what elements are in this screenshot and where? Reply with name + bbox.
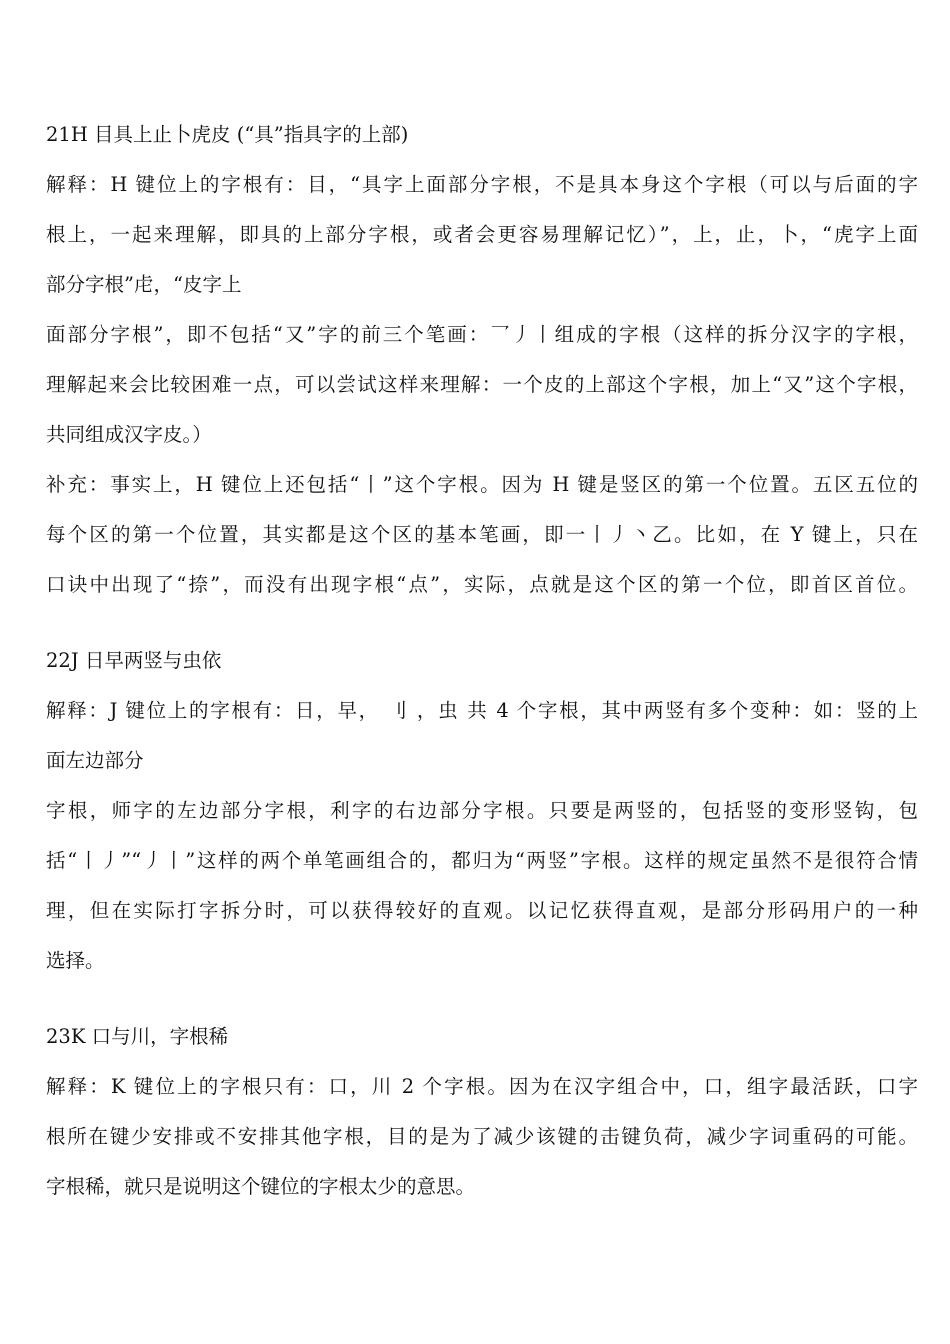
paragraph-line: 面左边部分 xyxy=(46,749,144,772)
paragraph-line: 部分字根”虍，“皮字上 xyxy=(46,273,242,296)
document-page xyxy=(46,117,918,1219)
paragraph-line: 选择。 xyxy=(46,949,105,972)
section-23k xyxy=(46,1019,918,1219)
section-heading: 23K 口与川，字根稀 xyxy=(46,1025,229,1048)
paragraph-line: 补充：事实上，H 键位上还包括“丨”这个字根。因为 H 键是竖区的第一个位置。五区五位的 xyxy=(46,473,918,496)
paragraph-line: 根所在键少安排或不安排其他字根，目的是为了减少该键的击键负荷，减少字词重码的可能。 xyxy=(46,1125,918,1148)
paragraph-line: 根上，一起来理解，即具的上部分字根，或者会更容易理解记忆）”，上，止，卜，“虎字上面 xyxy=(46,223,918,246)
section-divider xyxy=(46,993,918,1019)
paragraph-line: 字根，师字的左边部分字根，利字的右边部分字根。只要是两竖的，包括竖的变形竖钩，包 xyxy=(46,799,918,822)
section-heading: 21H 目具上止卜虎皮 (“具”指具字的上部) xyxy=(46,123,409,146)
paragraph-line: 共同组成汉字皮。） xyxy=(46,423,212,446)
paragraph-line: 解释：J 键位上的字根有：日，早， 刂 ，虫 共 4 个字根，其中两竖有多个变种：如：竖的上 xyxy=(46,699,918,722)
paragraph-line: 理解起来会比较困难一点，可以尝试这样来理解：一个皮的上部这个字根，加上“又”这个字根， xyxy=(46,373,918,396)
section-21h xyxy=(46,117,918,617)
paragraph-line: 每个区的第一个位置，其实都是这个区的基本笔画，即一丨丿丶乙。比如，在 Y 键上，只在 xyxy=(46,523,918,546)
paragraph-line: 解释：H 键位上的字根有：目，“具字上面部分字根，不是具本身这个字根（可以与后面的字 xyxy=(46,173,918,196)
section-divider xyxy=(46,617,918,643)
paragraph-line: 字根稀，就只是说明这个键位的字根太少的意思。 xyxy=(46,1175,476,1198)
paragraph-line: 括“丨丿”“丿丨”这样的两个单笔画组合的，都归为“两竖”字根。这样的规定虽然不是很符合情 xyxy=(46,849,918,872)
section-heading: 22J 日早两竖与虫依 xyxy=(46,649,222,672)
paragraph-line: 理，但在实际打字拆分时，可以获得较好的直观。以记忆获得直观，是部分形码用户的一种 xyxy=(46,899,918,922)
section-22j xyxy=(46,643,918,993)
paragraph-line: 面部分字根”，即不包括“又”字的前三个笔画：乛丿丨组成的字根（这样的拆分汉字的字根， xyxy=(46,323,918,346)
paragraph-line: 口诀中出现了“捺”，而没有出现字根“点”，实际，点就是这个区的第一个位，即首区首位。 xyxy=(46,573,918,596)
paragraph-line: 解释：K 键位上的字根只有：口，川 2 个字根。因为在汉字组合中，口，组字最活跃，口字 xyxy=(46,1075,918,1098)
